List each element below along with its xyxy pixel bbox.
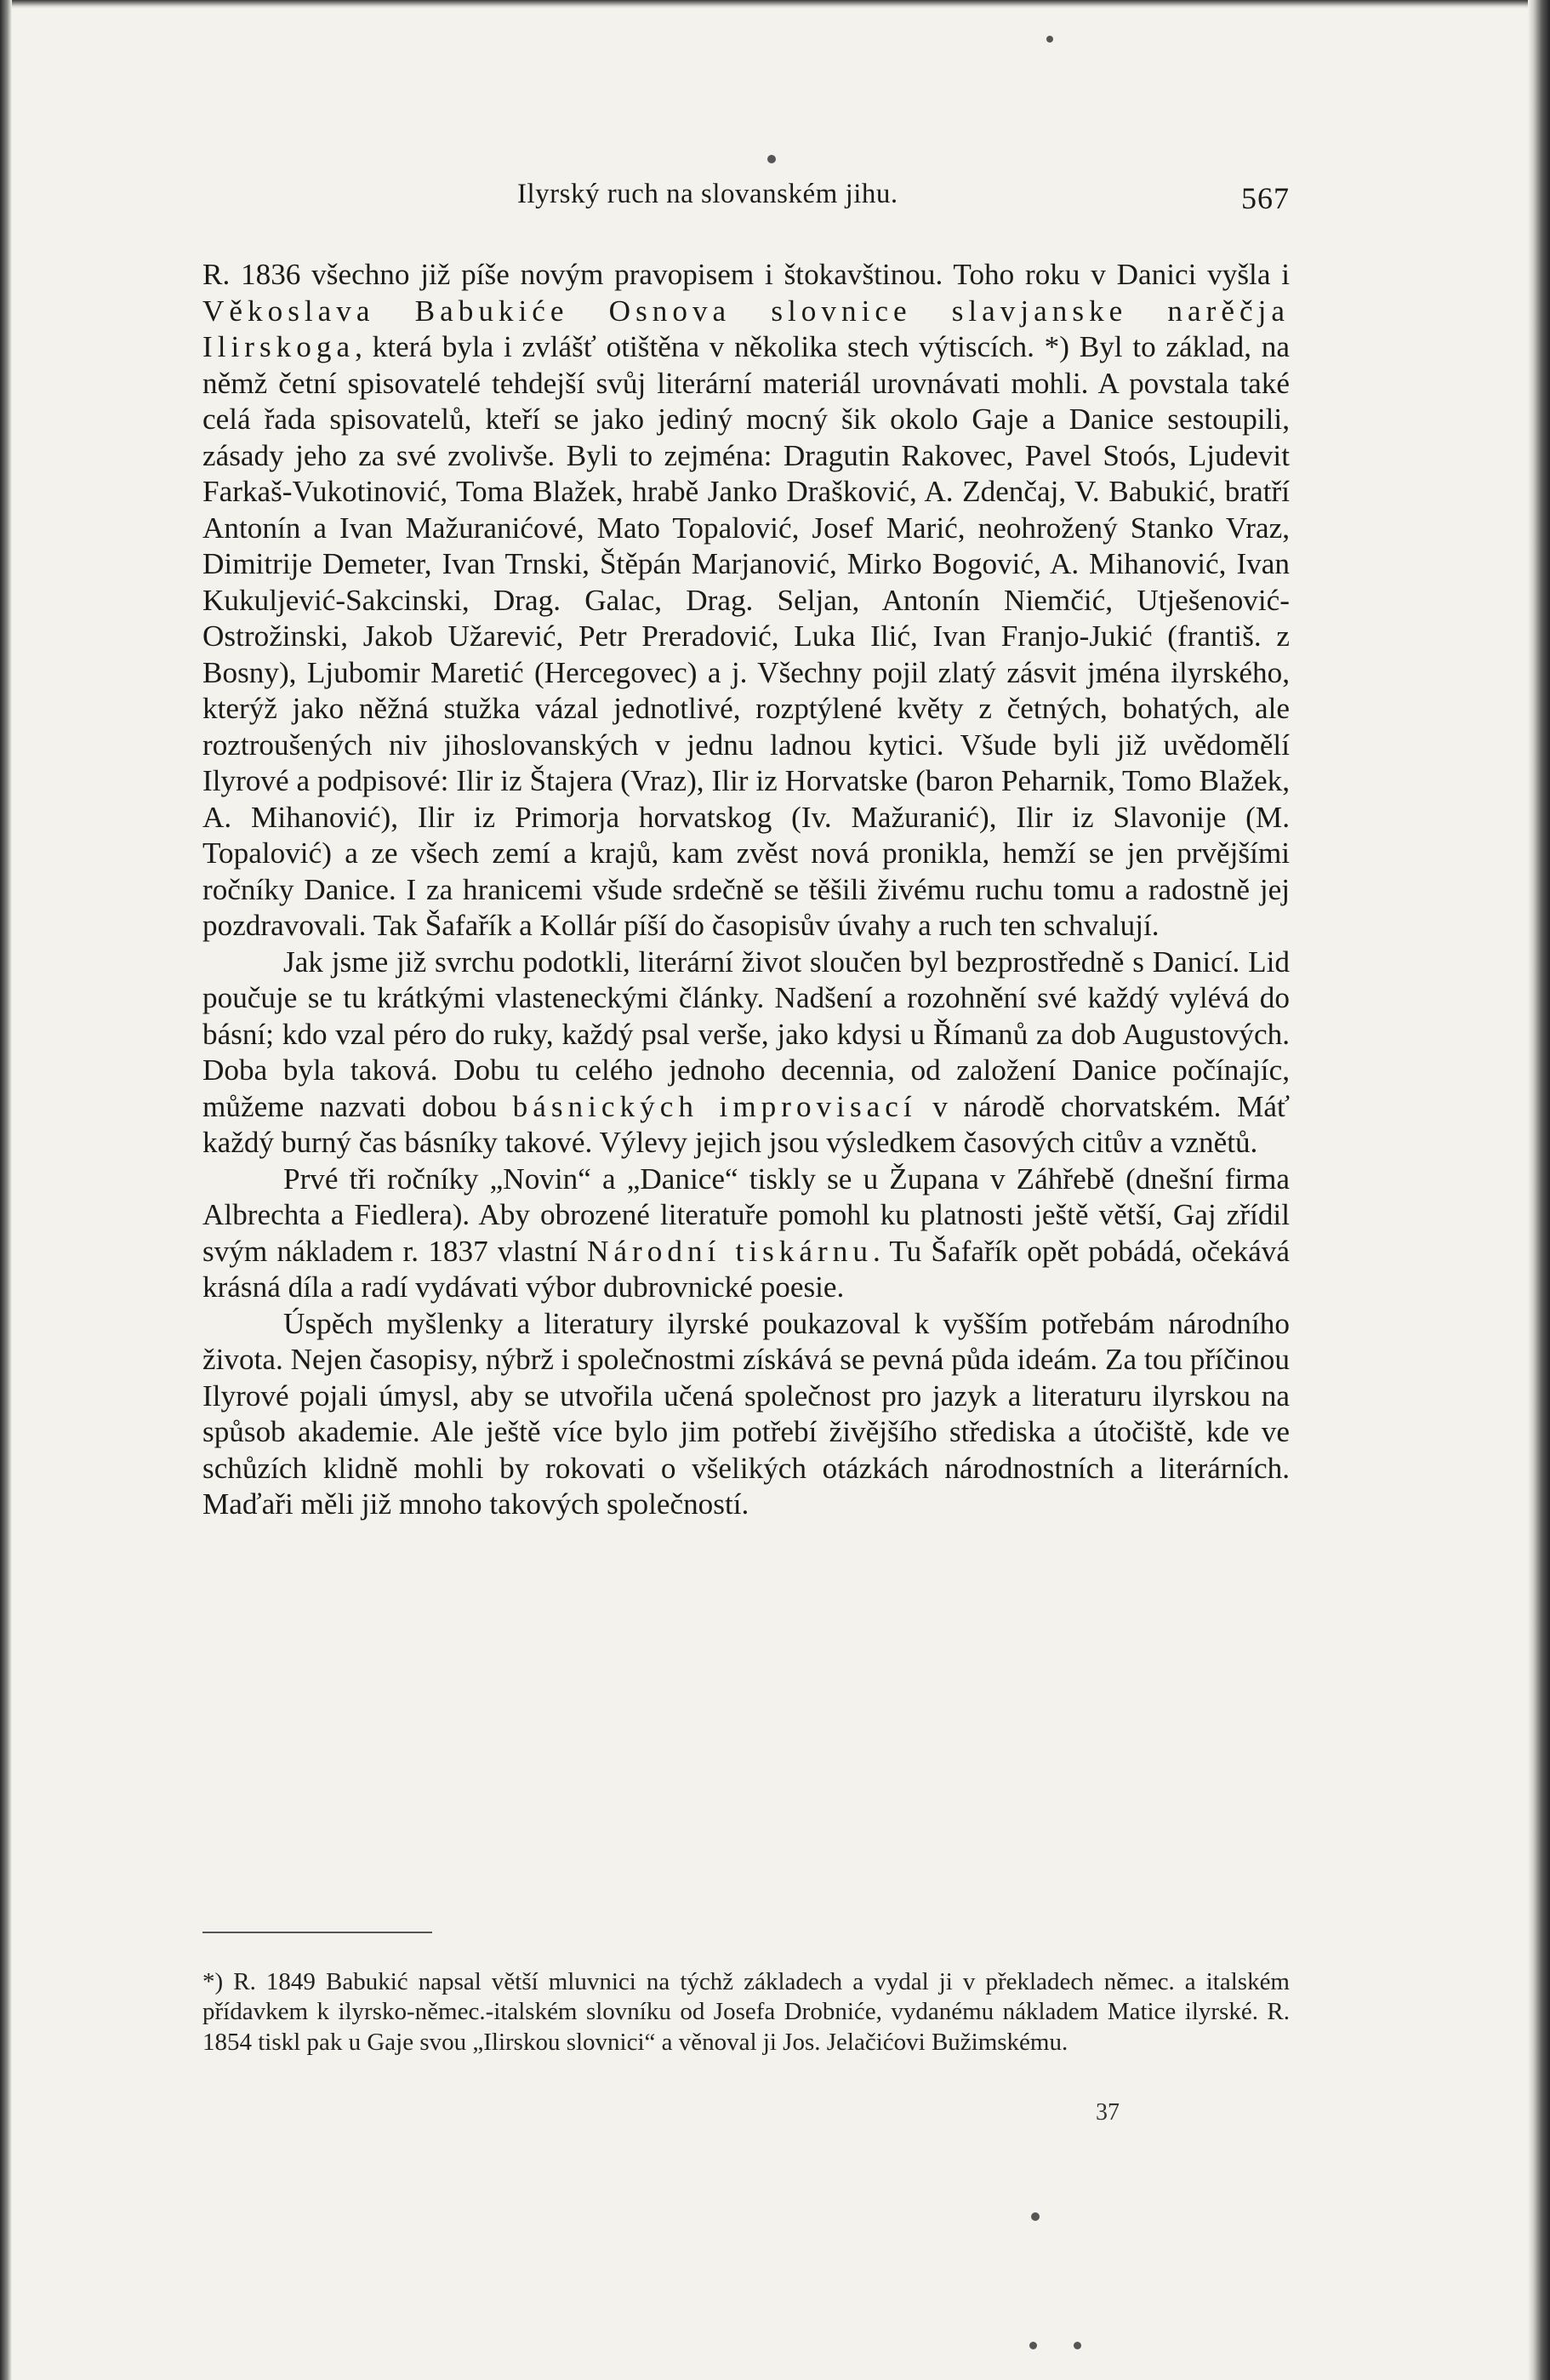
spaced-emphasis: Národní tiskárnu [587, 1234, 873, 1268]
print-speck [767, 155, 776, 163]
paragraph-1-text-c: , která byla i zvlášť otištěna v několika stech výtiscích. *) Byl to základ, na němž četní spisovatelé tehdejší svůj literární materiál urovnávati mohli. A povstala také celá řada spisovatelů, kteří se jako jediný mocný šik okolo Gaje a Danice sestoupili, zásady jeho za své zvolivše. Byli to zejména: Dragutin Rakovec, Pavel Stoós, Ljudevit Farkaš-Vukotinović, Toma Blažek, hrabě Janko Drašković, A. Zdenčaj, V. Babukić, bratří Antonín a Ivan Mažuranićové, Mato Topalović, Josef Marić, neohrožený Stanko Vraz, Dimitrije Demeter, Ivan Trnski, Štěpán Marjanović, Mirko Bogović, A. Mihanović, Ivan Kukuljević-Sakcinski, Drag. Galac, Drag. Seljan, Antonín Niemčić, Utješenović-Ostrožinski, Jakob Užarević, Petr Preradović, Luka Ilić, Ivan Franjo-Jukić (františ. z Bosny), Ljubomir Maretić (Hercegovec) a j. Všechny pojil zlatý zásvit jména ilyrského, kterýž jako něžná stužka vázal jednotlivé, rozptýlené květy z četných, bohatých, ale roztroušených niv jihoslovanských v jednu ladnou kytici. Všude byli již uvědomělí Ilyrové a podpisové: Ilir iz Štajera (Vraz), Ilir iz Horvatske (baron Peharnik, Tomo Blažek, A. Mihanović), Ilir iz Primorja horvatskog (Iv. Mažuranić), Ilir iz Slavonije (M. Topalović) a ze všech zemí a krajů, kam zvěst nová pronikla, hemží se jen prvějšími ročníky Danice. I za hranicemi všude srdečně se těšili živému ruchu tomu a radostně jej pozdravovali. Tak Šafařík a Kollár píší do časopisův úvahy a ruch ten schvalují. [202, 330, 1290, 942]
running-title: Ilyrský ruch na slovanském jihu. [517, 179, 898, 209]
spaced-emphasis: básnických improvisací [512, 1089, 917, 1123]
paragraph-4-text: Úspěch myšlenky a literatury ilyrské poukazoval k vyšším potřebám národního života. Nejen časopisy, nýbrž i společnostmi získává se pevná půda ideám. Za tou příčinou Ilyrové pojali úmysl, aby se utvořila učená společnost pro jazyk a literaturu ilyrskou na spůsob akademie. Ale ještě více bylo jim potřebí živějšího střediska a útočiště, kde ve schůzích klidně mohli by rokovati o všelikých otázkách národnostních a literárních. Maďaři měli již mnoho takových společností. [202, 1306, 1290, 1521]
page-header [202, 179, 1290, 221]
paragraph-3 [202, 1161, 1290, 1306]
printer-signature: 37 [1096, 2099, 1120, 2126]
paragraph-3-text-a: Prvé tři ročníky „Novin“ a „Danice“ tiskly se u Župana v Záhřebě (dnešní firma Albrechta a Fiedlera). Aby obrozené literatuře pomohl ku platnosti ještě větší, Gaj zřídil svým nákladem r. 1837 vlastní [202, 1161, 1290, 1268]
page-number: 567 [1241, 181, 1290, 215]
print-speck [1074, 2342, 1081, 2349]
paragraph-1 [202, 257, 1290, 945]
footnote [202, 1967, 1290, 2058]
spaced-book-title: Věkoslava Babukiće Osnova slovnice slavjanske narěčja Ilirskoga [202, 294, 1290, 363]
page-top-edge [0, 0, 1550, 9]
page-left-edge [0, 0, 12, 2380]
main-text [202, 257, 1290, 1523]
paragraph-2 [202, 945, 1290, 1161]
paragraph-2-text-c: v národě chorvatském. Máť každý burný čas básníky takové. Výlevy jejich jsou výsledkem časových citův a vznětů. [202, 1089, 1291, 1159]
paragraph-2-text-a: Jak jsme již svrchu podotkli, literární život sloučen byl bezprostředně s Danicí. Lid poučuje se tu krátkými vlasteneckými články. Nadšení a rozohnění své každý vylévá do básní; kdo vzal péro do ruky, každý psal verše, jako kdysi u Římanů za dob Augustových. Doba byla taková. Dobu tu celého jednoho decennia, od založení Danice počínajíc, můžeme nazvati dobou [202, 945, 1290, 1123]
paragraph-4 [202, 1306, 1290, 1523]
footnote-text: *) R. 1849 Babukić napsal větší mluvnici na týchž základech a vydal ji v překladech němec. a italském přídavkem k ilyrsko-němec.-italském slovníku od Josefa Drobniće, vydanému nákladem Matice ilyrské. R. 1854 tiskl pak u Gaje svou „Ilirskou slovnici“ a věnoval ji Jos. Jelačićovi Bužimskému. [202, 1968, 1290, 2056]
paragraph-3-text-c: . Tu Šafařík opět pobádá, očekává krásná díla a radí vydávati výbor dubrovnické poesie. [202, 1234, 1291, 1304]
print-speck [1029, 2342, 1037, 2349]
page-right-edge [1528, 0, 1550, 2380]
print-speck [1031, 2212, 1040, 2221]
print-speck [1046, 36, 1053, 43]
footnote-divider [202, 1932, 432, 1933]
paragraph-1-text-a: R. 1836 všechno již píše novým pravopisem i štokavštinou. Toho roku v Danici vyšla i [202, 258, 1290, 291]
